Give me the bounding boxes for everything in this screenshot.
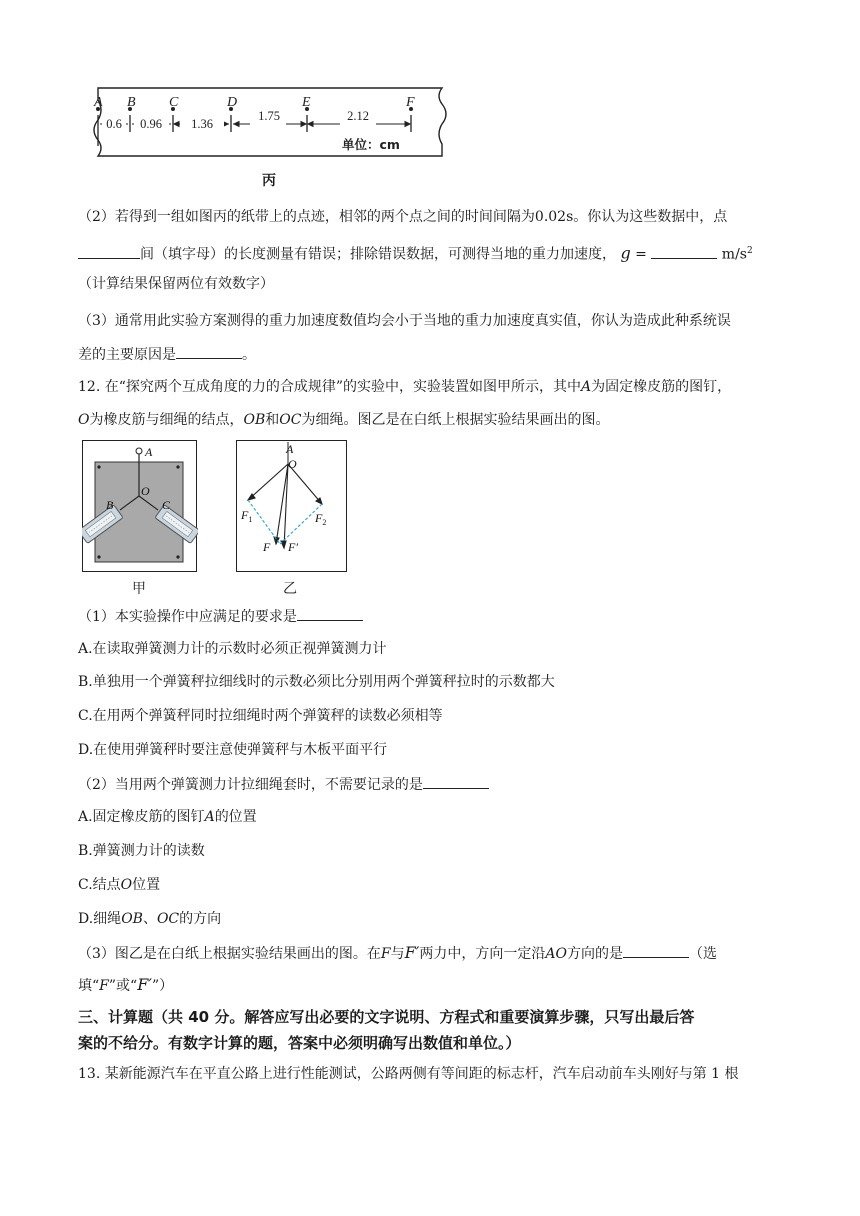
figure-caption-jia: 甲: [132, 581, 146, 597]
label-E: E: [302, 95, 311, 110]
q12-intro-line1: 12. 在“探究两个互成角度的力的合成规律”的实验中，实验装置如图甲所示，其中A为固定橡皮筋的图钉，: [78, 379, 732, 395]
label-A: A: [94, 95, 103, 110]
q12-sub2-option-c: C.结点O位置: [78, 877, 161, 893]
label-B: B: [127, 95, 136, 110]
svg-text:A: A: [286, 442, 294, 456]
section3-heading-line2: 案的不给分。有数字计算的题，答案中必须明确写出数值和单位。）: [78, 1034, 521, 1052]
q12-sub2-option-b: B.弹簧测力计的读数: [78, 843, 205, 859]
figure-caption-yi: 乙: [283, 581, 297, 597]
svg-text:B: B: [106, 498, 114, 512]
section3-heading-line1: 三、计算题（共 40 分。解答应写出必要的文字说明、方程式和重要演算步骤，只写出最后答: [78, 1008, 695, 1026]
svg-text:O: O: [288, 457, 297, 471]
segment-EF: 2.12: [347, 109, 369, 123]
svg-text:F′: F′: [288, 540, 298, 554]
segment-AB: 0.6: [106, 117, 122, 131]
label-C: C: [169, 95, 179, 110]
q12-sub1-option-d: D.在使用弹簧秤时要注意使弹簧秤与木板平面平行: [78, 742, 388, 758]
figure-jia: [82, 440, 198, 576]
answer-blank-sub1[interactable]: [297, 606, 363, 621]
svg-text:A: A: [145, 445, 153, 459]
q11-part3-line2: 差的主要原因是 。: [78, 344, 256, 365]
label-F: F: [406, 95, 415, 110]
q12-sub1-option-b: B.单独用一个弹簧秤拉细线时的示数必须比分别用两个弹簧秤拉时的示数都大: [78, 674, 555, 690]
pin-A: [136, 448, 142, 454]
svg-text:C: C: [162, 498, 171, 512]
figure-caption-bing: 丙: [262, 173, 276, 189]
q11-part2-line1: （2）若得到一组如图丙的纸带上的点迹，相邻的两个点之间的时间间隔为0.02s。你认为这些数据中，点: [78, 209, 728, 225]
answer-blank-sub2[interactable]: [423, 774, 489, 789]
svg-text:F2: $F_2$: [315, 511, 327, 527]
tape-figure: [70, 80, 460, 162]
q12-intro-line2: O为橡皮筋与细绳的结点，OB和OC为细绳。图乙是在白纸上根据实验结果画出的图。: [78, 412, 610, 428]
q12-sub2-option-d: D.细绳OB、OC的方向: [78, 911, 222, 927]
answer-blank-g[interactable]: [651, 244, 717, 259]
unit-label: 单位：cm: [342, 137, 400, 152]
answer-blank-points[interactable]: [78, 244, 140, 259]
q13-line1: 13. 某新能源汽车在平直公路上进行性能测试，公路两侧有等间距的标志杆，汽车启动前车头刚好与第 1 根: [78, 1066, 739, 1082]
q12-sub1: （1）本实验操作中应满足的要求是: [78, 606, 363, 627]
q12-sub1-option-a: A.在读取弹簧测力计的示数时必须正视弹簧测力计: [78, 641, 387, 657]
segment-CD: 1.36: [191, 117, 213, 131]
q12-sub2-option-a: A.固定橡皮筋的图钉A的位置: [78, 809, 257, 825]
q12-sub1-option-c: C.在用两个弹簧秤同时拉细绳时两个弹簧秤的读数必须相等: [78, 708, 443, 724]
figure-yi: [236, 440, 348, 576]
q11-part3-line1: （3）通常用此实验方案测得的重力加速度数值均会小于当地的重力加速度真实值，你认为造成此种系统误: [78, 313, 731, 329]
svg-text:F1: $F_1$: [241, 508, 253, 524]
q12-sub3-line1: （3）图乙是在白纸上根据实验结果画出的图。在F与F′两力中，方向一定沿AO方向的是 （选: [78, 943, 717, 962]
svg-text:O: O: [141, 484, 150, 498]
q11-part2-line2: 间（填字母）的长度测量有错误；排除错误数据，可测得当地的重力加速度， $g = m/s^2$: [78, 241, 753, 265]
q12-sub2: （2）当用两个弹簧测力计拉细绳套时，不需要记录的是: [78, 774, 489, 795]
segment-BC: 0.96: [140, 117, 162, 131]
answer-blank-sub3[interactable]: [623, 943, 689, 958]
label-D: D: [227, 95, 238, 110]
segment-DE: 1.75: [258, 109, 280, 123]
q11-part2-line3: （计算结果保留两位有效数字）: [78, 276, 274, 292]
answer-blank-error-reason[interactable]: [176, 344, 242, 359]
q12-sub3-line2: 填“F”或“F′”）: [78, 975, 174, 994]
svg-text:F: F: [263, 540, 271, 554]
